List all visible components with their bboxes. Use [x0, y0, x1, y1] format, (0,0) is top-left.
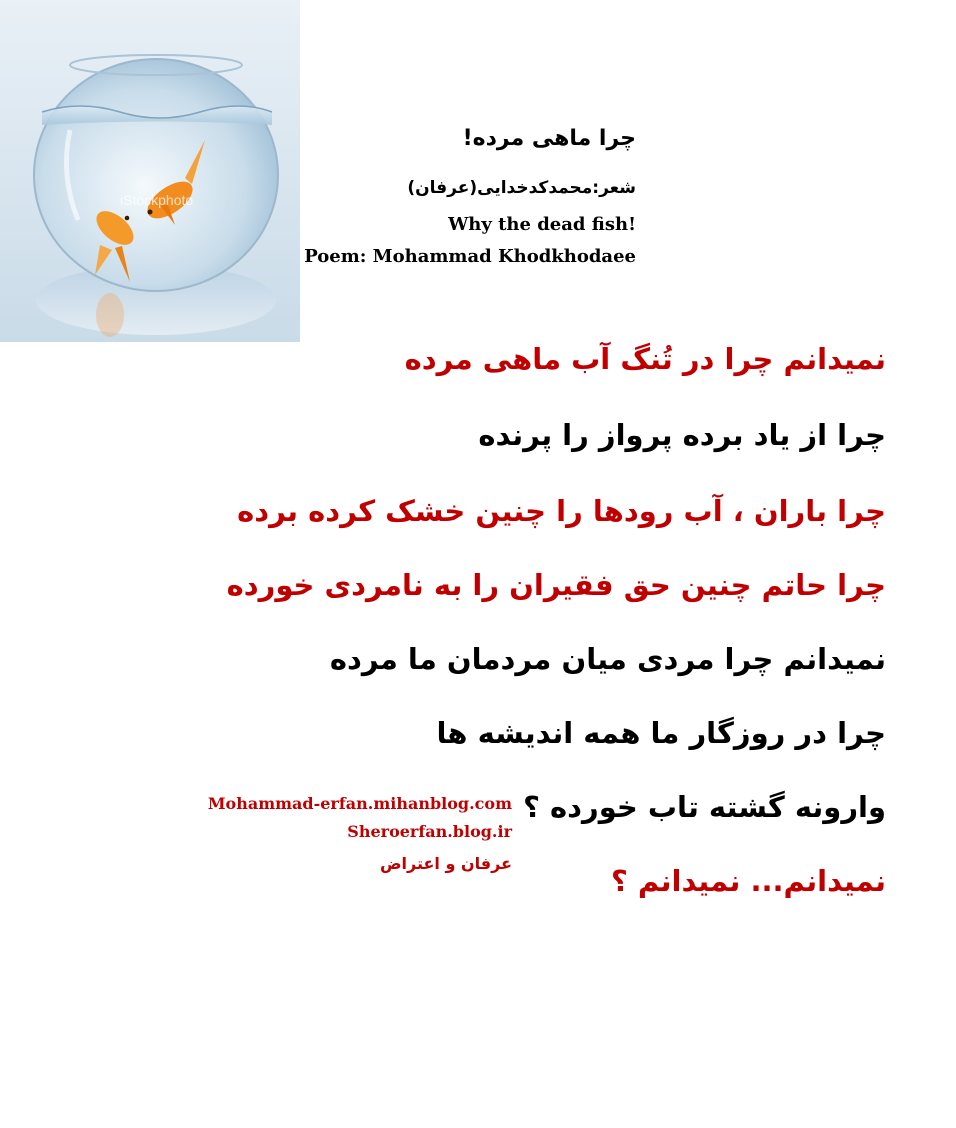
poem-line-5: نمیدانم چرا مردی میان مردمان ما مرده [329, 642, 886, 676]
author-english: Poem: Mohammad Khodkhodaee [304, 246, 636, 267]
poem-line-2: چرا از یاد برده پرواز را پرنده [478, 418, 886, 452]
poem-line-1: نمیدانم چرا در تُنگ آب ماهی مرده [404, 342, 886, 376]
tagline: عرفان و اعتراض [379, 854, 512, 873]
author-persian: شعر:محمدکدخدایی(عرفان) [407, 178, 636, 198]
blog-link-1[interactable]: Mohammad-erfan.mihanblog.com [207, 794, 512, 813]
fishbowl-image [0, 0, 300, 342]
poem-line-4: چرا حاتم چنین حق فقیران را به نامردی خورده [226, 568, 886, 602]
title-persian: چرا ماهی مرده! [462, 126, 636, 151]
fishbowl-photo [0, 0, 300, 342]
poem-line-8: نمیدانم... نمیدانم ؟ [610, 864, 886, 898]
poem-line-6: چرا در روزگار ما همه اندیشه ها [436, 716, 886, 750]
watermark-text: iStockphoto [120, 192, 194, 208]
title-english: Why the dead fish! [448, 214, 636, 235]
poem-line-7: وارونه گشته تاب خورده ؟ [523, 790, 886, 824]
poem-line-3: چرا باران ، آب رودها را چنین خشک کرده برده [237, 494, 886, 528]
blog-link-2[interactable]: Sheroerfan.blog.ir [347, 822, 512, 841]
